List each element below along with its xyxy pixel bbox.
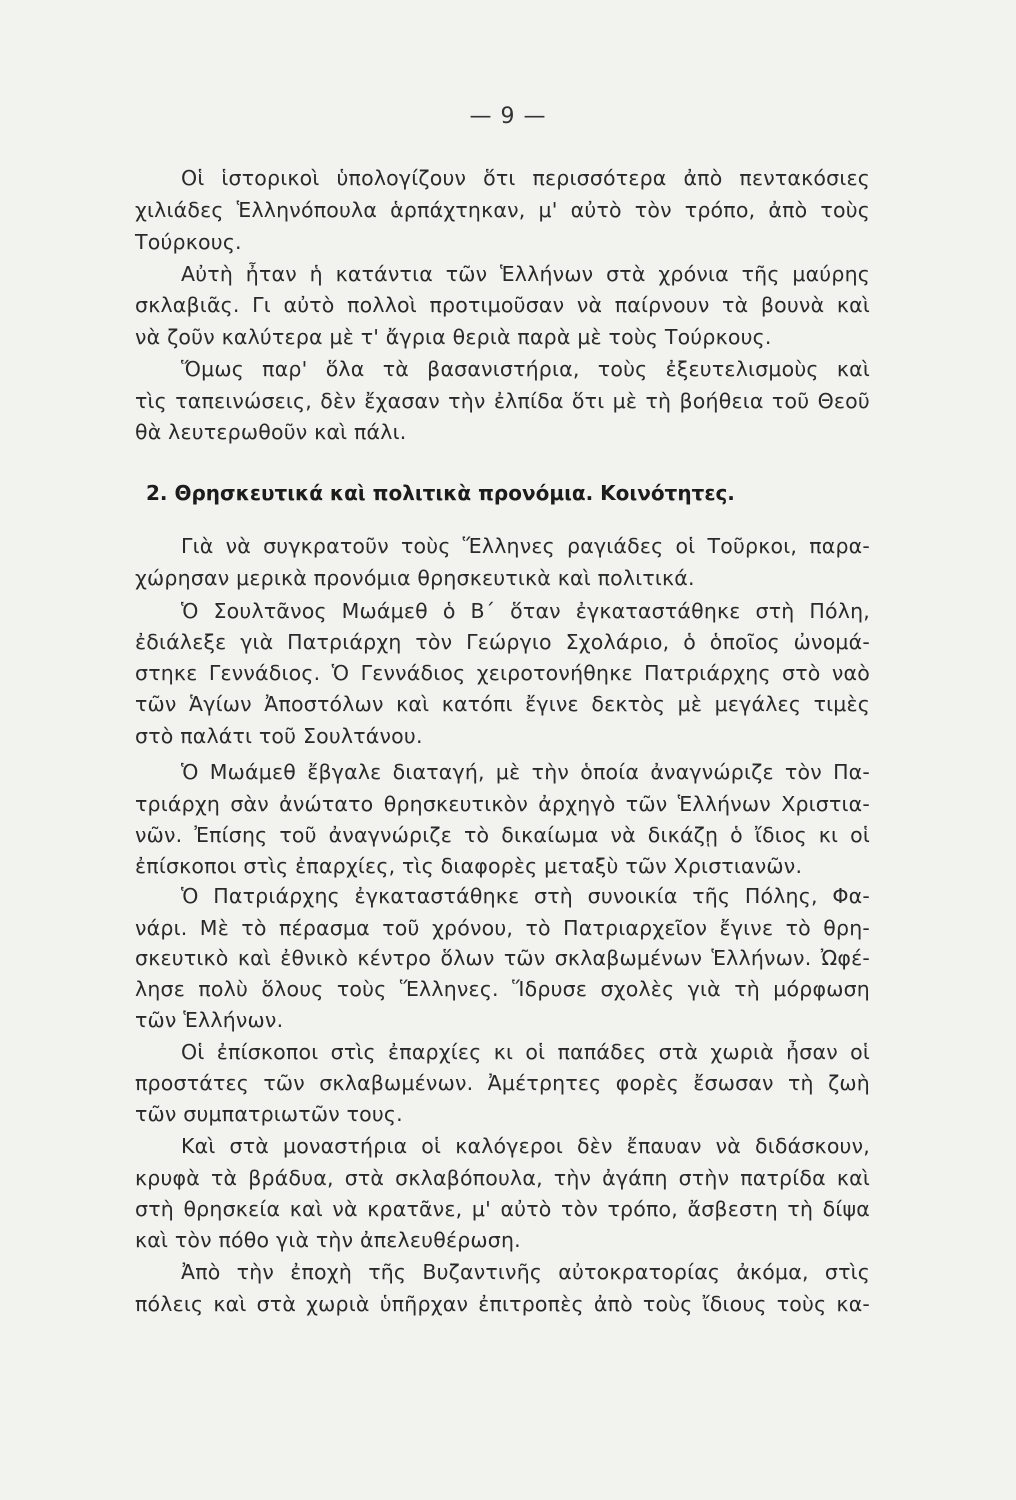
text-line: καὶ τὸν πόθο γιὰ τὴν ἀπελευθέρωση. <box>135 1228 521 1252</box>
text-line: Καὶ στὰ μοναστήρια οἱ καλόγεροι δὲν ἔπαυαν νὰ διδάσκουν, <box>181 1134 870 1158</box>
text-line: ἐπίσκοποι στὶς ἐπαρχίες, τὶς διαφορὲς μεταξὺ τῶν Χριστιανῶν. <box>135 854 803 878</box>
text-line: Ὁ Μωάμεθ ἔβγαλε διαταγή, μὲ τὴν ὁποία ἀναγνώριζε τὸν Πα- <box>181 760 870 784</box>
text-line: θὰ λευτερωθοῦν καὶ πάλι. <box>135 420 407 444</box>
text-line: Ὅμως παρ' ὅλα τὰ βασανιστήρια, τοὺς ἐξευτελισμοὺς καὶ <box>181 357 870 381</box>
text-line: πόλεις καὶ στὰ χωριὰ ὑπῆρχαν ἐπιτροπὲς ἀπὸ τοὺς ἴδιους τοὺς κα- <box>135 1292 870 1316</box>
text-line: κρυφὰ τὰ βράδυα, στὰ σκλαβόπουλα, τὴν ἀγάπη στὴν πατρίδα καὶ <box>135 1166 870 1190</box>
text-line: σκλαβιᾶς. Γι αὐτὸ πολλοὶ προτιμοῦσαν νὰ παίρνουν τὰ βουνὰ καὶ <box>135 293 870 317</box>
text-line: Οἱ ἱστορικοὶ ὑπολογίζουν ὅτι περισσότερα ἀπὸ πεντακόσιες <box>181 166 870 190</box>
text-line: λησε πολὺ ὅλους τοὺς Ἕλληνες. Ἵδρυσε σχολὲς γιὰ τὴ μόρφωση <box>135 977 870 1001</box>
text-line: Οἱ ἐπίσκοποι στὶς ἐπαρχίες κι οἱ παπάδες στὰ χωριὰ ἦσαν οἱ <box>181 1040 870 1064</box>
text-line: νῶν. Ἐπίσης τοῦ ἀναγνώριζε τὸ δικαίωμα νὰ δικάζῃ ὁ ἴδιος κι οἱ <box>135 823 870 847</box>
text-line: Τούρκους. <box>135 230 242 254</box>
page-number: — 9 — <box>469 104 547 129</box>
text-line: Ἀπὸ τὴν ἐποχὴ τῆς Βυζαντινῆς αὐτοκρατορίας ἀκόμα, στὶς <box>181 1260 870 1284</box>
text-line: προστάτες τῶν σκλαβωμένων. Ἀμέτρητες φορὲς ἔσωσαν τὴ ζωὴ <box>135 1071 870 1095</box>
text-line: στὴ θρησκεία καὶ νὰ κρατᾶνε, μ' αὐτὸ τὸν τρόπο, ἄσβεστη τὴ δίψα <box>135 1197 870 1221</box>
text-line: τῶν συμπατριωτῶν τους. <box>135 1102 403 1126</box>
text-line: τῶν Ἑλλήνων. <box>135 1008 284 1032</box>
text-line: τριάρχη σὰν ἀνώτατο θρησκευτικὸν ἀρχηγὸ τῶν Ἑλλήνων Χριστια- <box>135 792 870 816</box>
text-line: ἐδιάλεξε γιὰ Πατριάρχη τὸν Γεώργιο Σχολάριο, ὁ ὁποῖος ὠνομά- <box>135 630 870 654</box>
text-line: νάρι. Μὲ τὸ πέρασμα τοῦ χρόνου, τὸ Πατριαρχεῖον ἔγινε τὸ θρη- <box>135 916 870 940</box>
text-line: στὸ παλάτι τοῦ Σουλτάνου. <box>135 724 423 748</box>
text-line: νὰ ζοῦν καλύτερα μὲ τ' ἄγρια θεριὰ παρὰ μὲ τοὺς Τούρκους. <box>135 325 772 349</box>
text-line: Ὁ Πατριάρχης ἐγκαταστάθηκε στὴ συνοικία τῆς Πόλης, Φα- <box>181 884 870 908</box>
text-line: τὶς ταπεινώσεις, δὲν ἔχασαν τὴν ἐλπίδα ὅτι μὲ τὴ βοήθεια τοῦ Θεοῦ <box>135 389 870 413</box>
section-heading: 2. Θρησκευτικά καὶ πολιτικὰ προνόμια. Κοινότητες. <box>146 481 735 505</box>
text-line: στηκε Γεννάδιος. Ὁ Γεννάδιος χειροτονήθηκε Πατριάρχης στὸ ναὸ <box>135 661 870 685</box>
text-line: χιλιάδες Ἑλληνόπουλα ἁρπάχτηκαν, μ' αὐτὸ τὸν τρόπο, ἀπὸ τοὺς <box>135 198 870 222</box>
text-line: Ὁ Σουλτᾶνος Μωάμεθ ὁ Β΄ ὅταν ἐγκαταστάθηκε στὴ Πόλη, <box>181 599 870 623</box>
text-line: σκευτικὸ καὶ ἐθνικὸ κέντρο ὅλων τῶν σκλαβωμένων Ἑλλήνων. Ὠφέ- <box>135 946 870 970</box>
text-line: χώρησαν μερικὰ προνόμια θρησκευτικὰ καὶ πολιτικά. <box>135 566 695 590</box>
text-line: Αὐτὴ ἦταν ἡ κατάντια τῶν Ἑλλήνων στὰ χρόνια τῆς μαύρης <box>181 262 870 286</box>
text-line: τῶν Ἁγίων Ἀποστόλων καὶ κατόπι ἔγινε δεκτὸς μὲ μεγάλες τιμὲς <box>135 692 870 716</box>
text-line: Γιὰ νὰ συγκρατοῦν τοὺς Ἕλληνες ραγιάδες οἱ Τοῦρκοι, παρα- <box>181 534 870 558</box>
